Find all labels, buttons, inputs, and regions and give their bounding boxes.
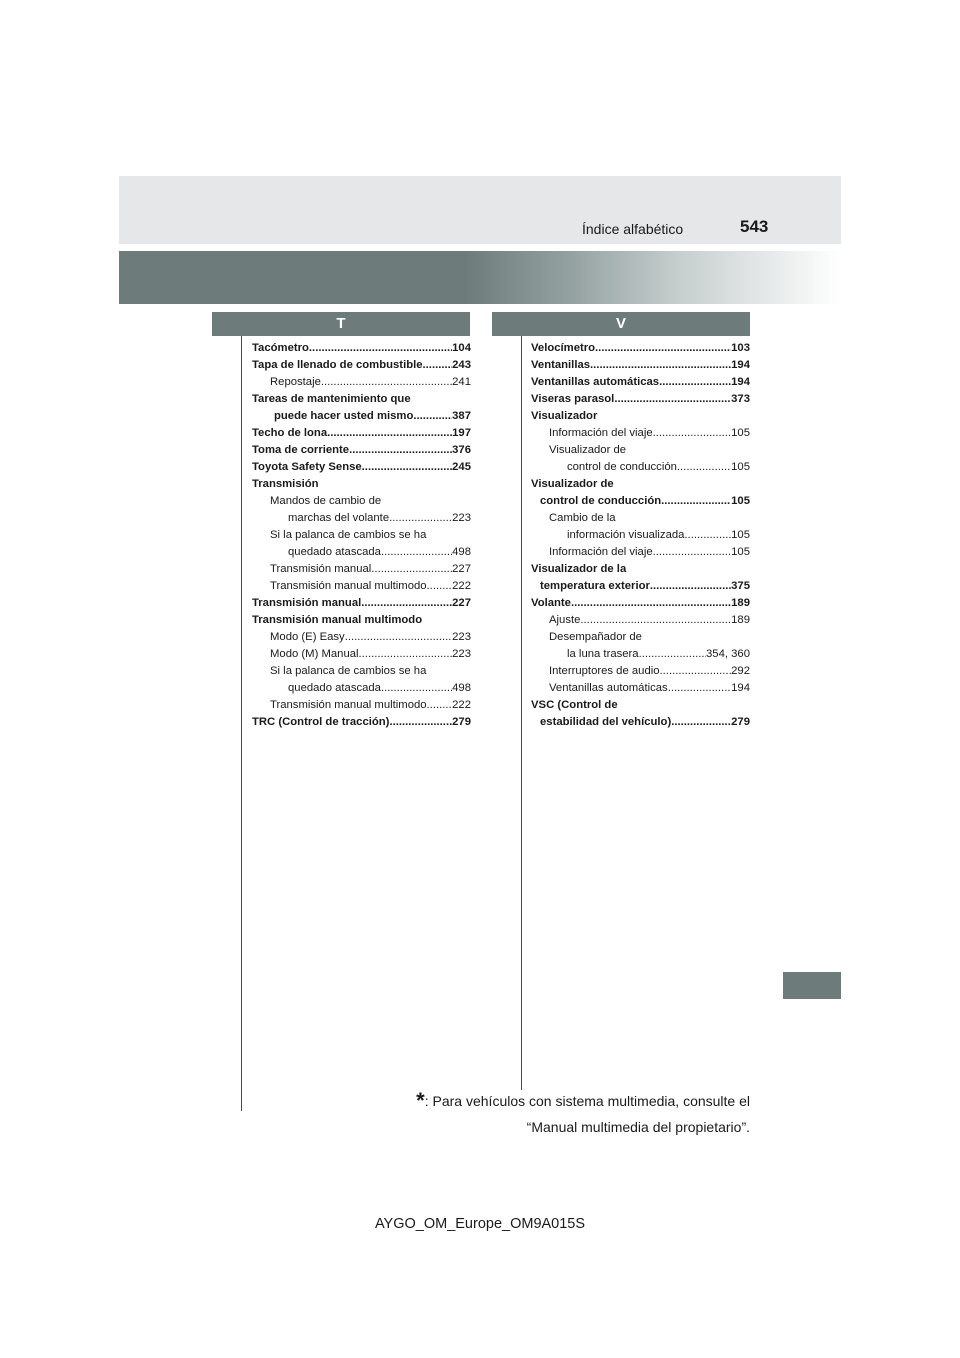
index-entry xyxy=(531,357,750,374)
index-leader-dots xyxy=(614,391,731,408)
index-entry-text: Transmisión manual multimodo xyxy=(252,614,423,626)
index-entry-page: 103 xyxy=(731,342,750,354)
index-leader-dots xyxy=(571,595,731,612)
index-leader-dots xyxy=(660,663,732,680)
index-entry xyxy=(252,714,471,731)
index-entry-text: control de conducción xyxy=(567,461,677,473)
index-entry-text: quedado atascada xyxy=(288,546,381,558)
index-entry xyxy=(531,595,750,612)
index-leader-dots xyxy=(321,374,452,391)
section-heading-t: T xyxy=(212,312,470,336)
index-entry-page: 498 xyxy=(452,682,471,694)
index-entry-text: Información del viaje xyxy=(549,427,653,439)
index-leader-dots xyxy=(349,442,452,459)
index-entry-page: 194 xyxy=(731,359,750,371)
index-entry xyxy=(252,493,471,510)
index-entry-page: 373 xyxy=(731,393,750,405)
index-entry-page: 279 xyxy=(731,716,750,728)
index-entry xyxy=(252,442,471,459)
index-entry xyxy=(531,459,750,476)
index-entry-page: 194 xyxy=(731,376,750,388)
index-entry xyxy=(252,612,471,629)
index-column-t xyxy=(252,340,471,731)
index-entry xyxy=(252,425,471,442)
index-entry-text: Modo (E) Easy xyxy=(270,631,345,643)
index-leader-dots xyxy=(639,646,706,663)
index-entry-text: Techo de lona xyxy=(252,427,328,439)
index-entry-text: quedado atascada xyxy=(288,682,381,694)
index-leader-dots xyxy=(659,374,731,391)
index-entry-page: 227 xyxy=(452,597,471,609)
index-entry-page: 241 xyxy=(452,376,471,388)
index-leader-dots xyxy=(650,578,731,595)
index-entry-page: 292 xyxy=(731,665,750,677)
index-entry xyxy=(531,391,750,408)
index-entry-page: 223 xyxy=(452,631,471,643)
index-leader-dots xyxy=(661,493,731,510)
index-entry-text: la luna trasera xyxy=(567,648,639,660)
index-entry xyxy=(531,680,750,697)
index-entry xyxy=(531,476,750,493)
index-entry-page: 105 xyxy=(731,495,750,507)
index-entry xyxy=(252,629,471,646)
index-entry-page: 387 xyxy=(452,410,471,422)
index-entry-page: 105 xyxy=(731,529,750,541)
index-entry-text: temperatura exterior xyxy=(540,580,650,592)
index-leader-dots xyxy=(362,459,452,476)
index-entry-text: Ajuste xyxy=(549,614,581,626)
index-leader-dots xyxy=(668,680,731,697)
index-entry-text: Ventanillas automáticas xyxy=(531,376,660,388)
index-entry-page: 227 xyxy=(452,563,471,575)
index-entry xyxy=(252,561,471,578)
index-entry-text: Visualizador de la xyxy=(531,563,627,575)
index-entry xyxy=(252,357,471,374)
index-entry-page: 354, 360 xyxy=(706,648,750,660)
index-entry xyxy=(252,527,471,544)
index-leader-dots xyxy=(427,578,453,595)
index-entry xyxy=(252,578,471,595)
index-column-v xyxy=(531,340,750,731)
index-leader-dots xyxy=(327,425,452,442)
index-entry-text: TRC (Control de tracción) xyxy=(252,716,390,728)
index-entry xyxy=(252,595,471,612)
index-entry xyxy=(531,578,750,595)
index-entry-page: 189 xyxy=(731,597,750,609)
index-entry-text: información visualizada xyxy=(567,529,685,541)
page-number: 543 xyxy=(740,217,769,236)
index-entry-text: Visualizador de xyxy=(531,478,614,490)
index-entry-text: Transmisión manual xyxy=(270,563,372,575)
index-entry xyxy=(531,646,750,663)
index-entry-text: control de conducción xyxy=(540,495,662,507)
index-entry xyxy=(531,510,750,527)
index-entry-page: 498 xyxy=(452,546,471,558)
index-entry xyxy=(252,374,471,391)
index-entry xyxy=(531,527,750,544)
index-entry xyxy=(531,663,750,680)
index-entry xyxy=(252,544,471,561)
index-leader-dots xyxy=(309,340,452,357)
index-entry xyxy=(531,714,750,731)
index-entry-text: marchas del volante xyxy=(288,512,390,524)
index-entry-text: Transmisión manual multimodo xyxy=(270,580,427,592)
index-entry-page: 105 xyxy=(731,461,750,473)
index-entry xyxy=(252,680,471,697)
index-entry-text: estabilidad del vehículo) xyxy=(540,716,672,728)
index-leader-dots xyxy=(671,714,731,731)
index-entry-page: 222 xyxy=(452,699,471,711)
document-code: AYGO_OM_Europe_OM9A015S xyxy=(374,1216,586,1232)
index-entry-text: Viseras parasol xyxy=(531,393,615,405)
index-entry xyxy=(252,340,471,357)
index-leader-dots xyxy=(345,629,452,646)
index-entry-page: 223 xyxy=(452,512,471,524)
index-entry-page: 105 xyxy=(731,546,750,558)
index-entry-page: 243 xyxy=(452,359,471,371)
index-leader-dots xyxy=(389,714,452,731)
index-entry-text: Si la palanca de cambios se ha xyxy=(270,529,427,541)
index-entry-page: 376 xyxy=(452,444,471,456)
index-entry-text: Ventanillas xyxy=(531,359,591,371)
index-entry-page: 105 xyxy=(731,427,750,439)
index-leader-dots xyxy=(580,612,731,629)
page-title: Índice alfabético xyxy=(582,221,684,237)
index-entry xyxy=(252,391,471,408)
index-entry xyxy=(252,646,471,663)
index-entry-page: 197 xyxy=(452,427,471,439)
section-heading-v: V xyxy=(492,312,750,336)
footnote-line-2: “Manual multimedia del propietario”. xyxy=(526,1119,750,1135)
index-entry-page: 279 xyxy=(452,716,471,728)
decorative-gradient-band xyxy=(119,251,841,304)
index-leader-dots xyxy=(389,510,452,527)
index-entry-text: Tareas de mantenimiento que xyxy=(252,393,411,405)
index-entry-text: Toyota Safety Sense xyxy=(252,461,362,473)
index-entry-text: Desempañador de xyxy=(549,631,642,643)
index-entry-page: 194 xyxy=(731,682,750,694)
index-entry-text: Transmisión manual multimodo xyxy=(270,699,427,711)
index-entry-text: Información del viaje xyxy=(549,546,653,558)
index-leader-dots xyxy=(653,425,732,442)
index-entry-text: puede hacer usted mismo xyxy=(274,410,414,422)
index-entry-page: 104 xyxy=(452,342,471,354)
index-entry xyxy=(531,544,750,561)
index-leader-dots xyxy=(361,595,452,612)
index-entry-page: 223 xyxy=(452,648,471,660)
index-entry-text: Cambio de la xyxy=(549,512,616,524)
index-leader-dots xyxy=(423,357,453,374)
index-entry-text: VSC (Control de xyxy=(531,699,618,711)
index-leader-dots xyxy=(595,340,731,357)
index-entry xyxy=(531,408,750,425)
index-leader-dots xyxy=(413,408,452,425)
index-entry-text: Visualizador de xyxy=(549,444,627,456)
index-entry-text: Si la palanca de cambios se ha xyxy=(270,665,427,677)
index-entry xyxy=(531,561,750,578)
index-entry-text: Transmisión xyxy=(252,478,319,490)
column-rule-middle xyxy=(521,336,522,1090)
index-entry xyxy=(252,476,471,493)
index-entry xyxy=(252,408,471,425)
index-entry-page: 375 xyxy=(731,580,750,592)
index-entry xyxy=(531,493,750,510)
index-leader-dots xyxy=(381,680,452,697)
index-entry-text: Repostaje xyxy=(270,376,321,388)
footnote-line-1: : Para vehículos con sistema multimedia, consulte el xyxy=(424,1093,750,1109)
index-entry xyxy=(531,425,750,442)
index-entry xyxy=(531,374,750,391)
index-entry xyxy=(252,510,471,527)
index-entry xyxy=(531,340,750,357)
footnote-star: * xyxy=(416,1088,425,1113)
index-entry xyxy=(531,442,750,459)
index-leader-dots xyxy=(427,697,453,714)
index-entry-text: Ventanillas automáticas xyxy=(549,682,668,694)
index-entry-text: Modo (M) Manual xyxy=(270,648,359,660)
footnote xyxy=(416,1088,750,1140)
index-entry-page: 222 xyxy=(452,580,471,592)
index-entry xyxy=(252,697,471,714)
index-leader-dots xyxy=(371,561,452,578)
index-entry-text: Visualizador xyxy=(531,410,598,422)
index-entry-page: 245 xyxy=(452,461,471,473)
index-entry-text: Mandos de cambio de xyxy=(270,495,382,507)
index-leader-dots xyxy=(381,544,452,561)
index-leader-dots xyxy=(653,544,732,561)
index-entry-text: Volante xyxy=(531,597,571,609)
index-leader-dots xyxy=(684,527,731,544)
index-entry-text: Transmisión manual xyxy=(252,597,362,609)
index-entry-text: Tacómetro xyxy=(252,342,309,354)
index-entry-text: Toma de corriente xyxy=(252,444,350,456)
index-entry xyxy=(531,697,750,714)
index-entry xyxy=(252,459,471,476)
index-entry-text: Tapa de llenado de combustible xyxy=(252,359,423,371)
index-entry xyxy=(531,612,750,629)
header-band xyxy=(119,176,841,244)
index-entry-text: Interruptores de audio xyxy=(549,665,660,677)
index-entry xyxy=(252,663,471,680)
index-leader-dots xyxy=(359,646,453,663)
chapter-side-tab xyxy=(783,972,841,999)
column-rule-left xyxy=(241,336,242,1111)
index-entry xyxy=(531,629,750,646)
index-entry-text: Velocímetro xyxy=(531,342,596,354)
index-entry-page: 189 xyxy=(731,614,750,626)
index-leader-dots xyxy=(677,459,731,476)
index-leader-dots xyxy=(590,357,731,374)
